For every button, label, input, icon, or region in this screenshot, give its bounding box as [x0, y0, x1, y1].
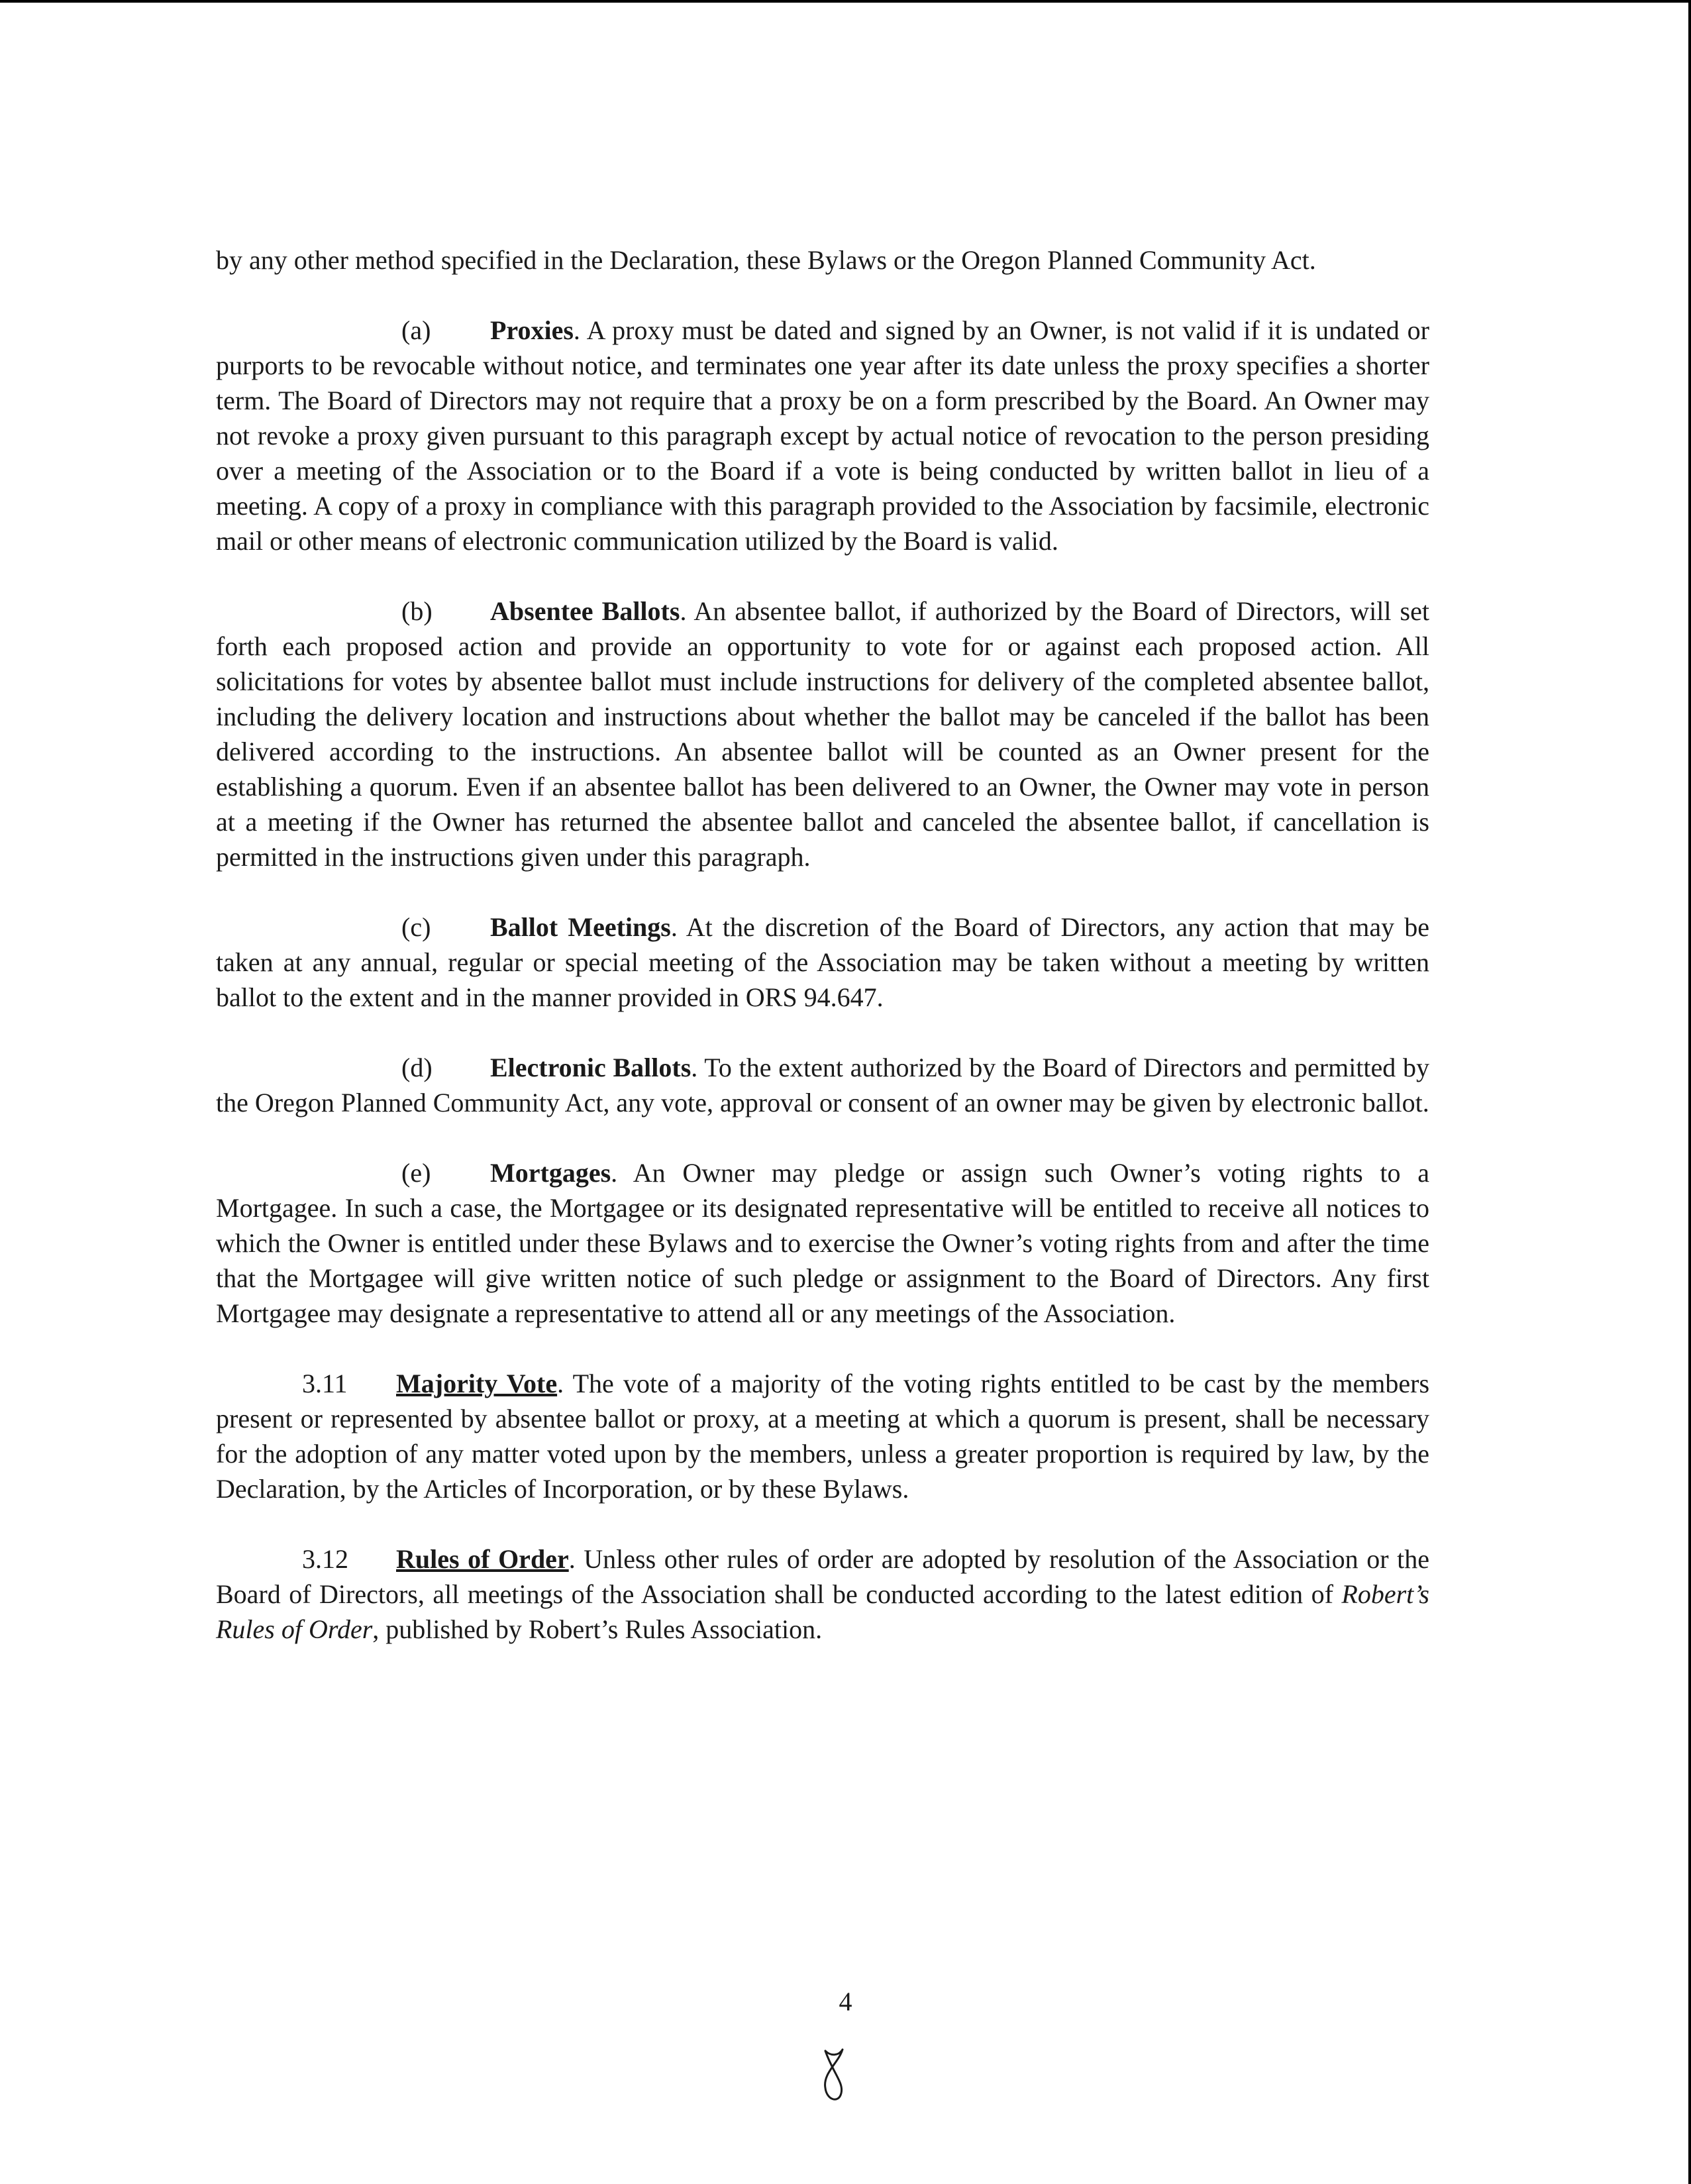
scan-top-border — [0, 0, 1691, 3]
item-marker: (e) — [401, 1158, 431, 1188]
page-number: 4 — [839, 1987, 852, 2016]
section-rules-of-order: 3.12 Rules of Order. Unless other rules of order are adopted by resolution of the Association or the Board of Directors, all meetings of the Association shall be conducted according to the latest edition of Robert’s Rules of Order, published by Robert’s Rules Association. — [216, 1541, 1429, 1647]
section-heading: Rules of Order — [396, 1544, 569, 1574]
section-text: Unless other rules of order are adopted by resolution of the Association or the Board of Directors, all meetings of the Association shall be conducted according to the latest edition of — [216, 1544, 1429, 1609]
section-heading: Majority Vote — [396, 1369, 558, 1398]
paragraph-ballot-meetings: (c) Ballot Meetings. At the discretion of the Board of Directors, any action that may be taken at any annual, regular or special meeting of the Association may be taken without a meeting by written ballot to the extent and in the manner provided in ORS 94.647. — [216, 910, 1429, 1015]
section-number: 3.12 — [302, 1544, 348, 1574]
book-title: Robert’s Rules of Order — [216, 1579, 1429, 1644]
item-text: At the discretion of the Board of Directors, any action that may be taken at any annual, regular or special meeting of the Association may be taken without a meeting by written ballot to the extent and in the manner provided in ORS 94.647. — [216, 912, 1430, 1012]
item-text: An absentee ballot, if authorized by the Board of Directors, will set forth each proposed action and provide an opportunity to vote for or against each proposed action. All solicitations for votes by absentee ballot must include instructions for delivery of the completed absentee ballot, including the delivery location and instructions about whether the ballot may be canceled if the ballot has been delivered according to the instructions. An absentee ballot will be counted as an Owner present for the establishing a quorum. Even if an absentee ballot has been delivered to an Owner, the Owner may vote in person at a meeting if the Owner has returned the absentee ballot and canceled the absentee ballot, if cancellation is permitted in the instructions given under this paragraph. — [216, 596, 1429, 872]
item-heading: Mortgages — [490, 1158, 611, 1188]
item-marker: (a) — [401, 315, 431, 345]
paragraph-proxies: (a) Proxies. A proxy must be dated and signed by an Owner, is not valid if it is undated or purports to be revocable without notice, and terminates one year after its date unless the proxy specifies a shorter term. The Board of Directors may not require that a proxy be on a form prescribed by the Board. An Owner may not revoke a proxy given pursuant to this paragraph except by actual notice of revocation to the person presiding over a meeting of the Association or to the Board if a vote is being conducted by written ballot in lieu of a meeting. A copy of a proxy in compliance with this paragraph provided to the Association by facsimile, electronic mail or other means of electronic communication utilized by the Board is valid. — [216, 313, 1429, 558]
document-body — [216, 242, 1429, 1647]
item-marker: (c) — [401, 912, 431, 942]
scan-right-border — [1688, 0, 1691, 2184]
section-number: 3.11 — [302, 1369, 348, 1398]
item-marker: (b) — [401, 596, 433, 626]
item-text: To the extent authorized by the Board of Directors and permitted by the Oregon Planned Community Act, any vote, approval or consent of an owner may be given by electronic ballot. — [216, 1053, 1430, 1118]
paragraph-mortgages: (e) Mortgages. An Owner may pledge or assign such Owner’s voting rights to a Mortgagee. In such a case, the Mortgagee or its designated representative will be entitled to receive all notices to which the Owner is entitled under these Bylaws and to exercise the Owner’s voting rights from and after the time that the Mortgagee will give written notice of such pledge or assignment to the Board of Directors. Any first Mortgagee may designate a representative to attend all or any meetings of the Association. — [216, 1155, 1429, 1331]
item-heading: Proxies — [490, 315, 574, 345]
item-text: An Owner may pledge or assign such Owner’s voting rights to a Mortgagee. In such a case, the Mortgagee or its designated representative will be entitled to receive all notices to which the Owner is entitled under these Bylaws and to exercise the Owner’s voting rights from and after the time that the Mortgagee will give written notice of such pledge or assignment to the Board of Directors. Any first Mortgagee may designate a representative to attend all or any meetings of the Association. — [216, 1158, 1429, 1328]
intro-paragraph — [216, 242, 1429, 278]
item-heading: Absentee Ballots — [490, 596, 680, 626]
handwritten-page-mark — [819, 2047, 848, 2106]
item-marker: (d) — [401, 1053, 433, 1082]
intro-text: by any other method specified in the Declaration, these Bylaws or the Oregon Planned Community Act. — [216, 245, 1316, 275]
section-majority-vote: 3.11 Majority Vote. The vote of a majority of the voting rights entitled to be cast by the members present or represented by absentee ballot or proxy, at a meeting at which a quorum is present, shall be necessary for the adoption of any matter voted upon by the members, unless a greater proportion is required by law, by the Declaration, by the Articles of Incorporation, or by these Bylaws. — [216, 1366, 1429, 1506]
paragraph-electronic-ballots: (d) Electronic Ballots. To the extent authorized by the Board of Directors and permitted by the Oregon Planned Community Act, any vote, approval or consent of an owner may be given by electronic ballot. — [216, 1050, 1429, 1120]
section-text-end: , published by Robert’s Rules Association. — [372, 1614, 823, 1644]
item-heading: Electronic Ballots — [490, 1053, 692, 1082]
item-heading: Ballot Meetings — [490, 912, 671, 942]
section-text: The vote of a majority of the voting rights entitled to be cast by the members present or represented by absentee ballot or proxy, at a meeting at which a quorum is present, shall be necessary for the adoption of any matter voted upon by the members, unless a greater proportion is required by law, by the Declaration, by the Articles of Incorporation, or by these Bylaws. — [216, 1369, 1430, 1504]
item-text: A proxy must be dated and signed by an Owner, is not valid if it is undated or purports to be revocable without notice, and terminates one year after its date unless the proxy specifies a shorter term. The Board of Directors may not require that a proxy be on a form prescribed by the Board. An Owner may not revoke a proxy given pursuant to this paragraph except by actual notice of revocation to the person presiding over a meeting of the Association or to the Board if a vote is being conducted by written ballot in lieu of a meeting. A copy of a proxy in compliance with this paragraph provided to the Association by facsimile, electronic mail or other means of electronic communication utilized by the Board is valid. — [216, 315, 1429, 556]
paragraph-absentee-ballots: (b) Absentee Ballots. An absentee ballot, if authorized by the Board of Directors, will set forth each proposed action and provide an opportunity to vote for or against each proposed action. All solicitations for votes by absentee ballot must include instructions for delivery of the completed absentee ballot, including the delivery location and instructions about whether the ballot may be canceled if the ballot has been delivered according to the instructions. An absentee ballot will be counted as an Owner present for the establishing a quorum. Even if an absentee ballot has been delivered to an Owner, the Owner may vote in person at a meeting if the Owner has returned the absentee ballot and canceled the absentee ballot, if cancellation is permitted in the instructions given under this paragraph. — [216, 594, 1429, 874]
